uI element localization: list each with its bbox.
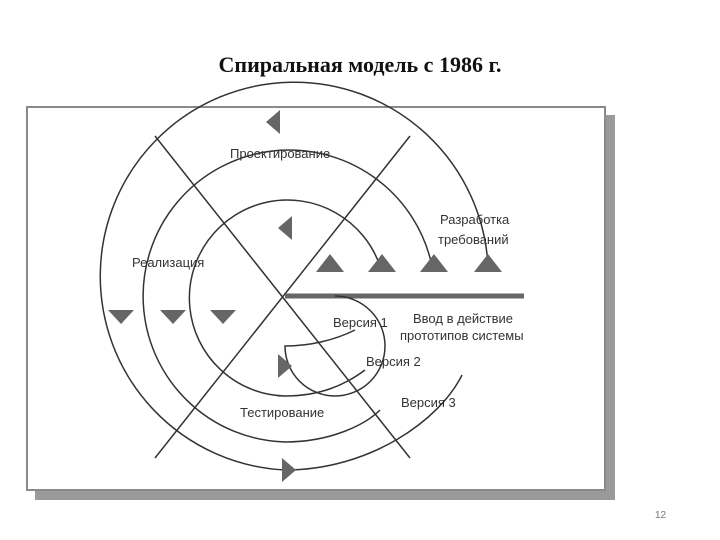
arrow-down-2 [160,310,186,324]
arrow-down-3 [210,310,236,324]
page-number: 12 [655,510,667,521]
label-version1: Версия 1 [333,315,388,330]
arrow-up-2 [368,254,396,272]
arrow-right-bottom-outer [282,458,296,482]
label-implementation: Реализация [132,255,205,270]
arrow-right-bottom-inner [278,354,292,378]
slide-title: Спиральная модель с 1986 г. [218,52,502,77]
arrow-up-1 [316,254,344,272]
label-deploy-line2: прототипов системы [400,328,524,343]
label-requirements-line1: Разработка [440,212,510,227]
arrow-up-4 [474,254,502,272]
arrow-left-top-inner [278,216,292,240]
label-version3: Версия 3 [401,395,456,410]
spiral-turn-1 [285,296,385,396]
arrow-left-top-outer [266,110,280,134]
label-testing: Тестирование [240,405,325,420]
label-deploy-line1: Ввод в действие [413,311,514,326]
label-requirements-line2: требований [438,232,509,247]
label-version2: Версия 2 [366,354,421,369]
arrow-up-3 [420,254,448,272]
label-design: Проектирование [230,146,331,161]
arrow-down-1 [108,310,134,324]
